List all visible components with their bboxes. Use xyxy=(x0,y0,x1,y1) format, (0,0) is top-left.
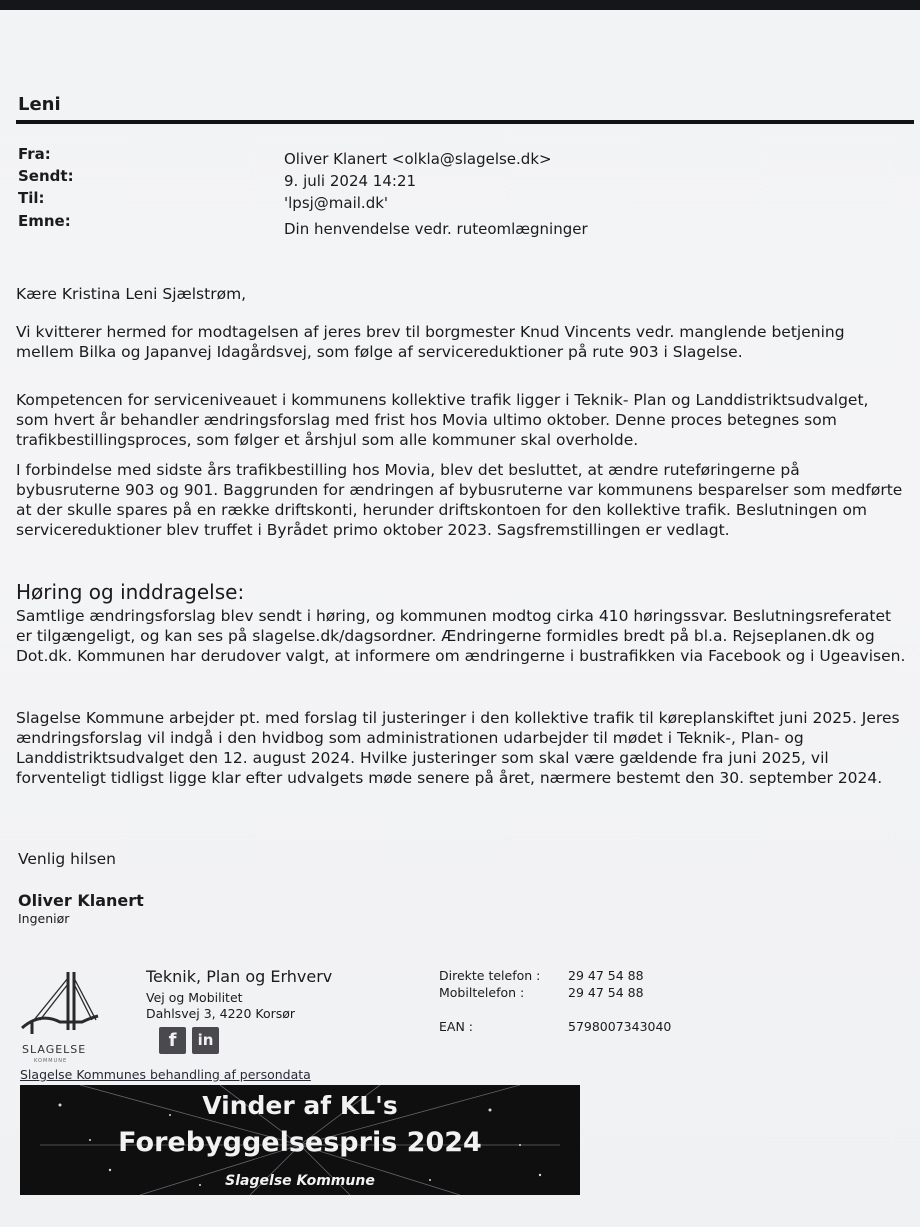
direct-phone-label: Direkte telefon : xyxy=(439,968,541,983)
privacy-link[interactable]: Slagelse Kommunes behandling af persondata xyxy=(20,1067,311,1082)
mobile-phone-label: Mobiltelefon : xyxy=(439,985,525,1000)
to-value: 'lpsj@mail.dk' xyxy=(284,194,389,212)
paragraph-decision: I forbindelse med sidste års trafikbestilling hos Movia, blev det besluttet, at ændre ruteføringerne på bybusruterne 903 og 901. Baggrunden for ændringen af bybusruterne var kommunens besparelser som medførte at der skulle spares på en række driftskonti, herunder driftskontoen for den kollektive trafik. Beslutningen om servicereduktioner blev truffet i Byrådet primo oktober 2023. Sagsfremstillingen er vedlagt. xyxy=(16,461,903,539)
paragraph-adjustments: Slagelse Kommune arbejder pt. med forslag til justeringer i den kollektive trafik til køreplanskiftet juni 2025. Jeres ændringsforslag vil indgå i den hvidbog som administrationen udarbejder til mødet i Teknik-, Plan- og Landdistriktsudvalget den 12. august 2024. Hvilke justeringer som skal være gældende fra juni 2025, vil forventeligt tidligst ligge klar efter udvalgets møde senere på året, nærmere bestemt den 30. september 2024. xyxy=(16,709,900,787)
banner-line-2: Forebyggelsespris 2024 xyxy=(118,1127,482,1158)
linkedin-icon[interactable]: in xyxy=(192,1027,219,1054)
ean-label: EAN : xyxy=(439,1019,473,1034)
subject-value: Din henvendelse vedr. ruteomlægninger xyxy=(284,220,588,238)
mailbox-owner-name: Leni xyxy=(18,94,61,115)
closing-greeting: Venlig hilsen xyxy=(18,850,117,868)
paragraph-competence: Kompetencen for serviceniveauet i kommunens kollektive trafik ligger i Teknik- Plan og Landdistriktsudvalget, som hvert år behandler ændringsforslag med frist hos Movia ultimo oktober. Denne proces betegnes som trafikbestillingsproces, som følger et årshjul som alle kommuner skal overholde. xyxy=(16,391,869,449)
logo-subtext: KOMMUNE xyxy=(34,1058,68,1064)
logo-wordmark: SLAGELSE xyxy=(22,1043,87,1056)
signature-name: Oliver Klanert xyxy=(18,891,144,910)
section-heading-hearing: Høring og inddragelse: xyxy=(16,580,245,604)
paragraph-hearing: Samtlige ændringsforslag blev sendt i høring, og kommunen modtog cirka 410 høringssvar. Beslutningsreferatet er tilgængeligt, og kan ses på slagelse.dk/dagsordner. Ændringerne formidles bredt på bl.a. Rejseplanen.dk og Dot.dk. Kommunen har derudover valgt, at informere om ændringerne i bustrafikken via Facebook og i Ugeavisen. xyxy=(16,607,906,665)
banner-line-3: Slagelse Kommune xyxy=(225,1173,375,1189)
paragraph-acknowledgement: Vi kvitterer hermed for modtagelsen af jeres brev til borgmester Knud Vincents vedr. manglende betjening mellem Bilka og Japanvej Idagårdsvej, som følge af servicereduktioner på rute 903 i Slagelse. xyxy=(16,323,845,361)
sent-value: 9. juli 2024 14:21 xyxy=(284,172,417,190)
mobile-phone-value: 29 47 54 88 xyxy=(568,985,644,1000)
address: Dahlsvej 3, 4220 Korsør xyxy=(146,1006,296,1021)
unit-name: Vej og Mobilitet xyxy=(146,990,243,1005)
ean-value: 5798007343040 xyxy=(568,1019,672,1034)
from-label: Fra: xyxy=(18,145,51,163)
direct-phone-value: 29 47 54 88 xyxy=(568,968,644,983)
header-divider xyxy=(16,120,914,124)
award-banner[interactable] xyxy=(20,1085,580,1195)
facebook-icon[interactable]: f xyxy=(159,1027,186,1054)
greeting: Kære Kristina Leni Sjælstrøm, xyxy=(16,285,247,303)
sent-label: Sendt: xyxy=(18,167,74,185)
department-name: Teknik, Plan og Erhverv xyxy=(146,967,333,986)
to-label: Til: xyxy=(18,189,45,207)
banner-line-1: Vinder af KL's xyxy=(202,1091,398,1120)
signature-title: Ingeniør xyxy=(18,911,70,926)
subject-label: Emne: xyxy=(18,212,71,230)
from-value: Oliver Klanert <olkla@slagelse.dk> xyxy=(284,150,552,168)
